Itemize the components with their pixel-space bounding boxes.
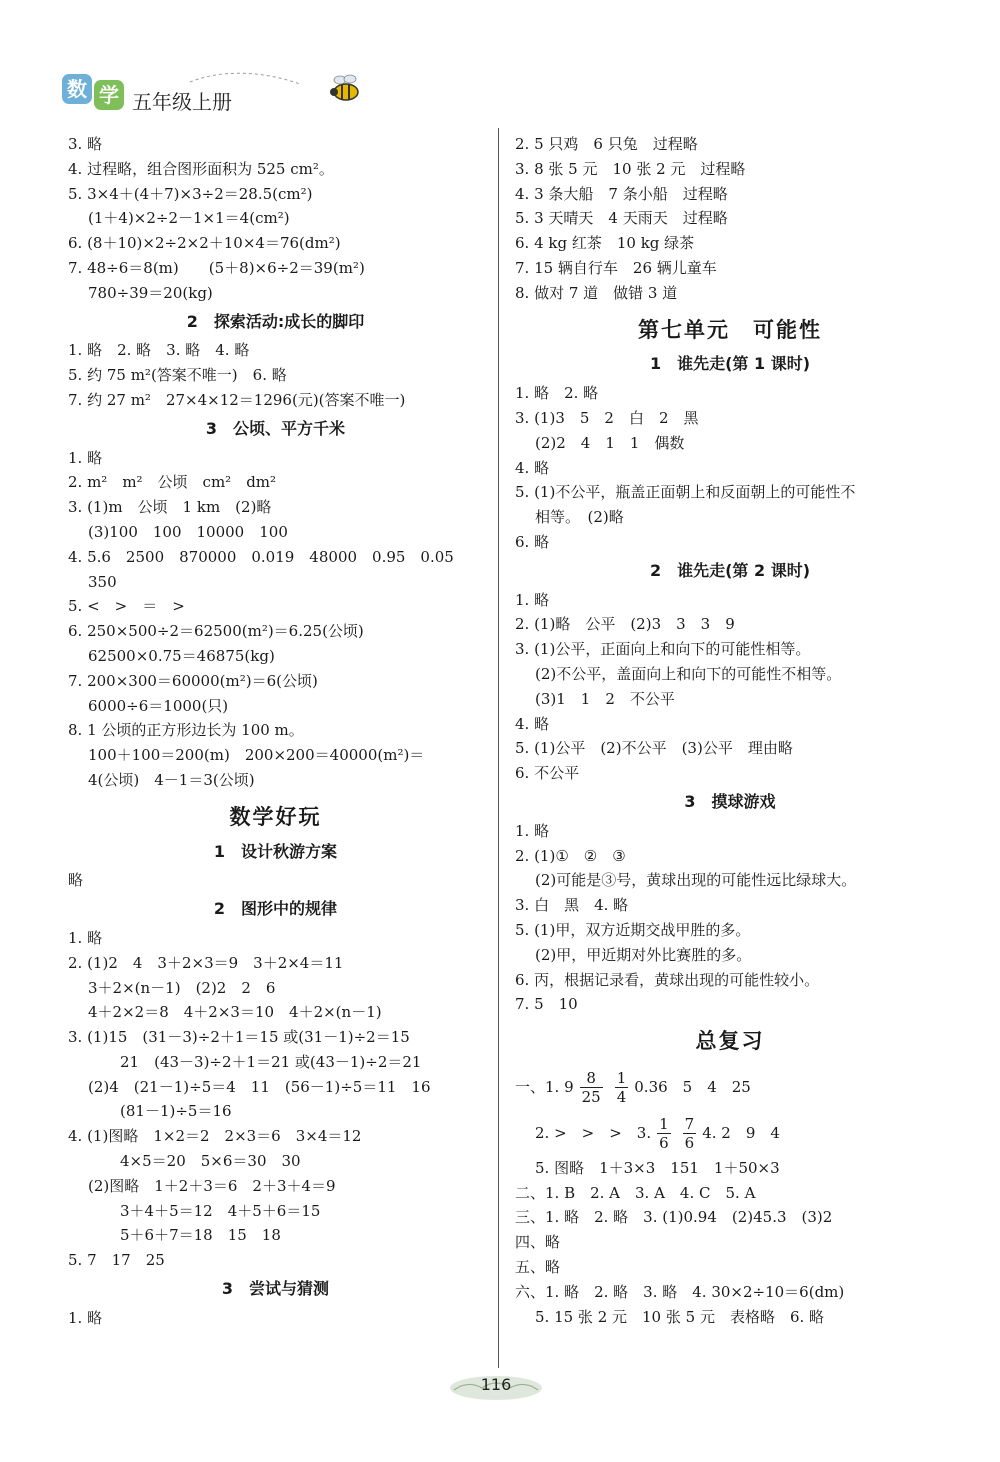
answer-line: 5＋6＋7＝18 15 18 [120,1226,281,1245]
answer-line: 5. (1)甲，双方近期交战甲胜的多。 [515,920,751,939]
answer-line: 5. 15 张 2 元 10 张 5 元 表格略 6. 略 [535,1307,825,1326]
answer-line: 5. 7 17 25 [68,1251,165,1270]
answer-line: (2)可能是③号，黄球出现的可能性远比绿球大。 [535,871,857,890]
section-title: 3 尝试与猜测 [221,1279,330,1299]
answer-line: 7. 15 辆自行车 26 辆儿童车 [515,258,717,277]
answer-line: 2. (1)① ② ③ [515,846,626,865]
answer-text: 2. > > > 3. [535,1123,652,1142]
answer-line: 3. (1)3 5 2 白 2 黑 [515,408,699,427]
fraction [683,1115,697,1152]
answer-line: 2. 5 只鸡 6 只兔 过程略 [515,135,698,153]
answer-line: 4. 5.6 2500 870000 0.019 48000 0.95 0.05 [68,547,454,566]
answer-line: 四、略 [515,1233,561,1252]
answer-line: 1. 略 [68,928,103,947]
answer-line: 六、1. 略 2. 略 3. 略 4. 30×2÷10＝6(dm) [515,1282,845,1301]
answer-line: 略 [68,871,84,890]
page-number: 116 [480,1375,512,1394]
answer-line: 1. 略 [68,448,103,467]
answer-line: 5. < > ＝ > [68,597,185,616]
chapter-title: 总复习 [695,1029,765,1054]
answer-line: 6. 丙，根据记录看，黄球出现的可能性较小。 [515,970,820,989]
answer-line: 6. 250×500÷2＝62500(m²)＝6.25(公顷) [68,622,364,641]
page-footer [448,1372,544,1402]
answer-line: 5. 约 75 m²(答案不唯一) 6. 略 [68,366,287,385]
answer-text: 4. 2 9 4 [702,1123,780,1142]
answer-line: 6. 不公平 [515,764,580,783]
answer-line: 4. 过程略，组合图形面积为 525 cm²。 [68,159,334,178]
numerator: 1 [659,1115,669,1134]
answer-line: 5. 图略 1＋3×3 151 1＋50×3 [535,1158,780,1177]
numerator: 1 [616,1069,627,1088]
logo-char-1: 数 [62,74,92,104]
answer-line: (2)不公平，盖面向上和向下的可能性不相等。 [535,664,842,683]
section-title: 2 探索活动:成长的脚印 [186,311,365,331]
answer-line: 7. 5 10 [515,995,578,1014]
answer-line: 3＋4＋5＝12 4＋5＋6＝15 [120,1201,321,1220]
answer-line: (3)100 100 10000 100 [88,522,288,541]
section-title: 2 谁先走(第 2 课时) [649,560,811,580]
answer-line: (81－1)÷5＝16 [120,1102,232,1121]
math-logo [62,74,126,107]
answer-line: 3. (1)m 公顷 1 km (2)略 [68,498,272,517]
answer-line: 4. 略 [515,714,550,733]
numerator: 7 [684,1115,695,1134]
answer-line: 3. 8 张 5 元 10 张 2 元 过程略 [515,159,746,178]
answer-line: 5. 3×4＋(4＋7)×3÷2＝28.5(cm²) [68,184,313,203]
section-title: 2 图形中的规律 [213,899,338,919]
answer-line: 3. 白 黑 4. 略 [515,896,629,915]
section-title: 3 摸球游戏 [684,791,776,811]
answer-line: 7. 200×300＝60000(m²)＝6(公顷) [68,671,318,690]
answer-line-fraction [515,1110,945,1156]
answer-line: 1. 略 [515,821,550,840]
denominator: 6 [684,1134,695,1153]
denominator: 6 [659,1134,669,1153]
answer-line: 1. 略 2. 略 3. 略 4. 略 [68,341,250,360]
page-header [60,68,360,118]
numerator: 8 [580,1069,603,1088]
answer-line: 780÷39＝20(kg) [88,283,213,302]
left-column [68,132,483,1331]
answer-line: 5. (1)不公平，瓶盖正面朝上和反面朝上的可能性不 [515,483,856,502]
answer-text: 0.36 5 4 25 [634,1077,751,1096]
answer-line: 350 [88,572,117,591]
answer-line: 4. 3 条大船 7 条小船 过程略 [515,184,728,203]
answer-line: 4. 略 [515,458,550,477]
answer-line: (2)4 (21－1)÷5＝4 11 (56－1)÷5＝11 16 [88,1077,431,1096]
answer-line: 3. (1)公平，正面向上和向下的可能性相等。 [515,640,811,659]
grade-label: 五年级上册 [132,90,232,114]
answer-text: 一、1. 9 [515,1077,574,1096]
answer-line: (2)图略 1＋2＋3＝6 2＋3＋4＝9 [88,1176,336,1195]
answer-line: 五、略 [515,1258,561,1277]
chapter-title: 数学好玩 [229,804,322,829]
fraction [615,1069,629,1106]
section-title: 1 设计秋游方案 [213,841,338,861]
answer-line: 二、1. B 2. A 3. A 4. C 5. A [515,1183,756,1202]
answer-line: 1. 略 2. 略 [515,384,599,403]
answer-line: 6. (8＋10)×2÷2×2＋10×4＝76(dm²) [68,234,341,253]
answer-line: 2. m² m² 公顷 cm² dm² [68,473,277,492]
answer-line: 7. 约 27 m² 27×4×12＝1296(元)(答案不唯一) [68,390,406,409]
answer-line: 5. 3 天晴天 4 天雨天 过程略 [515,209,728,228]
answer-line: 8. 1 公顷的正方形边长为 100 m。 [68,721,304,740]
answer-line: 1. 略 [68,1308,103,1327]
answer-line: 8. 做对 7 道 做错 3 道 [515,283,678,302]
answer-line: 三、1. 略 2. 略 3. (1)0.94 (2)45.3 (3)2 [515,1208,833,1227]
answer-line: (2)甲，甲近期对外比赛胜的多。 [535,945,752,964]
fraction [580,1069,603,1106]
answer-line: 4. (1)图略 1×2＝2 2×3＝6 3×4＝12 [68,1127,362,1146]
answer-line: 6000÷6＝1000(只) [88,696,229,715]
logo-char-2: 学 [94,80,124,110]
answer-line: 1. 略 [515,590,550,609]
bee-flourish-icon [150,68,360,108]
chapter-title: 第七单元 可能性 [638,317,822,342]
answer-line: 5. (1)公平 (2)不公平 (3)公平 理由略 [515,739,793,758]
answer-line: 62500×0.75＝46875(kg) [88,646,275,665]
answer-line: (3)1 1 2 不公平 [535,689,675,708]
answer-line: 2. (1)略 公平 (2)3 3 3 9 [515,615,735,634]
section-title: 1 谁先走(第 1 课时) [649,354,811,374]
answer-line: 4×5＝20 5×6＝30 30 [120,1152,301,1171]
answer-line: 相等。 (2)略 [535,508,624,527]
answer-line: 7. 48÷6＝8(m) (5＋8)×6÷2＝39(m²) [68,258,365,277]
denominator: 25 [581,1088,601,1107]
answer-line: 4＋2×2＝8 4＋2×3＝10 4＋2×(n－1) [88,1003,382,1022]
answer-line: 6. 略 [515,532,550,551]
answer-line: 100＋100＝200(m) 200×200＝40000(m²)＝ [88,746,425,765]
answer-line: 4(公顷) 4－1＝3(公顷) [88,770,255,789]
answer-line-fraction [515,1064,945,1110]
answer-line: 6. 4 kg 红茶 10 kg 绿茶 [515,234,695,253]
answer-line: 3. 略 [68,135,103,153]
answer-line: 3. (1)15 (31－3)÷2＋1＝15 或(31－1)÷2＝15 [68,1028,410,1047]
denominator: 4 [616,1088,627,1107]
answer-line: (1＋4)×2÷2－1×1＝4(cm²) [88,209,290,228]
column-divider [498,128,499,1368]
answer-line: 2. (1)2 4 3＋2×3＝9 3＋2×4＝11 [68,953,344,972]
section-title: 3 公顷、平方千米 [205,418,346,438]
answer-line: (2)2 4 1 1 偶数 [535,433,685,452]
right-column [515,132,945,1329]
answer-line: 21 (43－3)÷2＋1＝21 或(43－1)÷2＝21 [120,1052,422,1071]
fraction [657,1115,671,1152]
answer-line: 3＋2×(n－1) (2)2 2 6 [88,978,276,997]
